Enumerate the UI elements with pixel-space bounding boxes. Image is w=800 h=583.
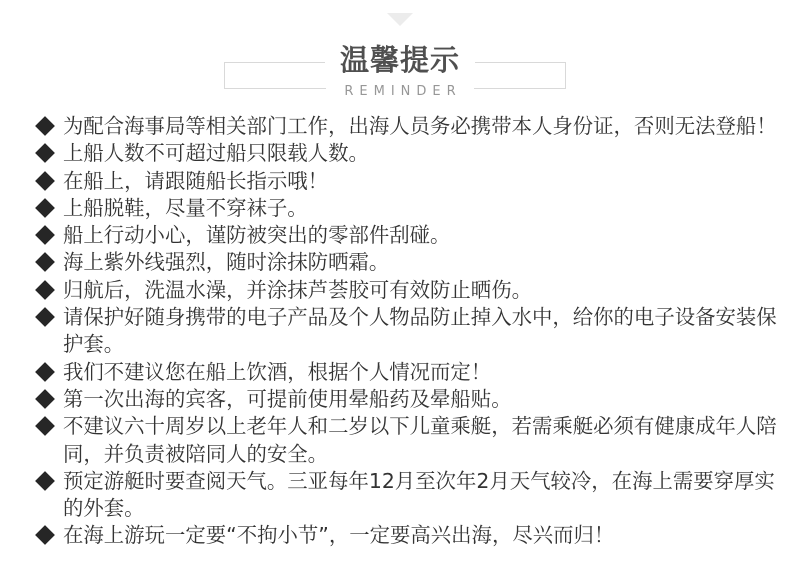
diamond-bullet-icon	[35, 416, 55, 436]
reminder-item	[36, 140, 781, 167]
reminder-item	[36, 413, 781, 468]
diamond-bullet-icon	[35, 116, 55, 136]
diamond-bullet-icon	[35, 253, 55, 273]
reminder-text: 我们不建议您在船上饮酒，根据个人情况而定！	[63, 359, 492, 384]
diamond-bullet-icon	[35, 389, 55, 409]
reminder-text: 在船上，请跟随船长指示哦！	[63, 168, 329, 193]
reminder-text: 在海上游玩一定要“不拘小节”，一定要高兴出海，尽兴而归！	[63, 523, 615, 548]
reminder-text: 归航后，洗温水澡，并涂抹芦荟胶可有效防止晒伤。	[63, 277, 532, 302]
reminder-item	[36, 468, 781, 523]
bullet-column	[36, 413, 63, 433]
reminder-text: 海上紫外线强烈，随时涂抹防晒霜。	[63, 250, 390, 275]
diamond-bullet-icon	[35, 307, 55, 327]
diamond-bullet-icon	[35, 198, 55, 218]
reminder-text: 上船人数不可超过船只限载人数。	[63, 141, 369, 166]
bullet-column	[36, 113, 63, 133]
page-title: 温馨提示	[325, 42, 475, 78]
bullet-column	[36, 359, 63, 379]
reminder-text: 预定游艇时要查阅天气。三亚每年12月至次年2月天气较冷，在海上需要穿厚实的外套。	[63, 468, 775, 521]
bullet-column	[36, 195, 63, 215]
reminder-text: 船上行动小心，谨防被突出的零部件刮碰。	[63, 223, 451, 248]
reminder-item	[36, 113, 781, 140]
page-subtitle: REMINDER	[326, 84, 473, 100]
bullet-column	[36, 522, 63, 542]
reminder-text: 第一次出海的宾客，可提前使用晕船药及晕船贴。	[63, 386, 512, 411]
reminder-item	[36, 195, 781, 222]
reminder-item	[36, 168, 781, 195]
reminder-text: 请保护好随身携带的电子产品及个人物品防止掉入水中，给你的电子设备安装保护套。	[63, 305, 777, 357]
bullet-column	[36, 168, 63, 188]
diamond-bullet-icon	[35, 526, 55, 546]
reminder-text: 上船脱鞋，尽量不穿袜子。	[63, 195, 308, 220]
reminder-list	[36, 113, 781, 550]
bullet-column	[36, 468, 63, 488]
reminder-item	[36, 359, 781, 386]
reminder-item	[36, 222, 781, 249]
bullet-column	[36, 386, 63, 406]
reminder-item	[36, 386, 781, 413]
page-header	[0, 0, 800, 110]
bullet-column	[36, 222, 63, 242]
diamond-bullet-icon	[35, 171, 55, 191]
diamond-bullet-icon	[35, 280, 55, 300]
diamond-bullet-icon	[35, 362, 55, 382]
reminder-text: 为配合海事局等相关部门工作，出海人员务必携带本人身份证，否则无法登船！	[63, 114, 777, 138]
diamond-bullet-icon	[35, 225, 55, 245]
reminder-item	[36, 304, 781, 359]
diamond-bullet-icon	[35, 471, 55, 491]
bullet-column	[36, 249, 63, 269]
diamond-bullet-icon	[35, 143, 55, 163]
bullet-column	[36, 277, 63, 297]
reminder-item	[36, 277, 781, 304]
bullet-column	[36, 140, 63, 160]
reminder-item	[36, 249, 781, 276]
bullet-column	[36, 304, 63, 324]
reminder-text: 不建议六十周岁以上老年人和二岁以下儿童乘艇，若需乘艇必须有健康成年人陪同，并负责被陪同人的安全。	[63, 414, 777, 466]
reminder-item	[36, 522, 781, 549]
